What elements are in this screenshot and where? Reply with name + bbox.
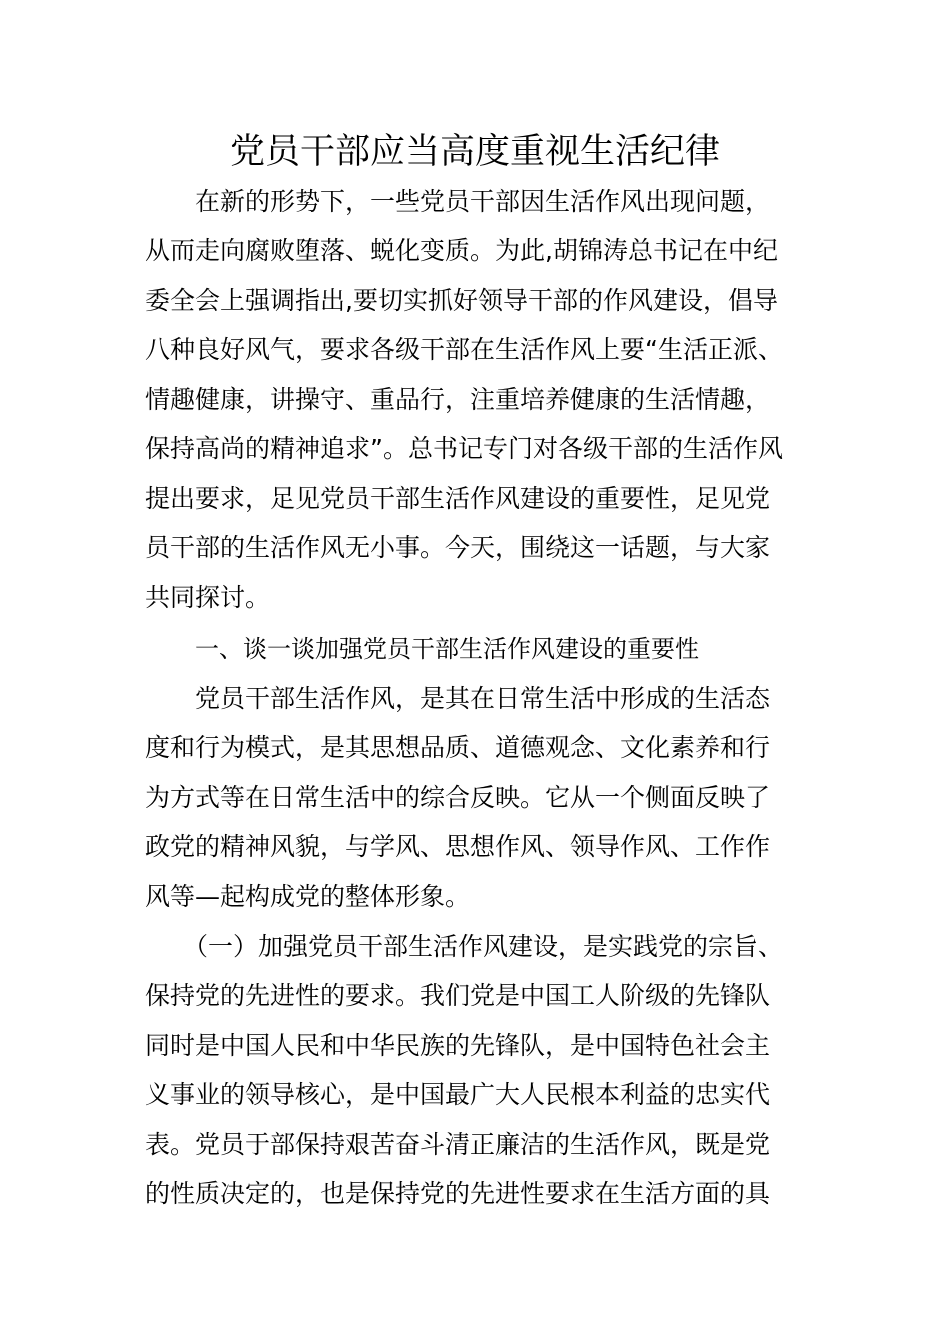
paragraph-line: 八种良好风气，要求各级干部在生活作风上要“生活正派、 xyxy=(145,335,783,364)
paragraph-line: 表。党员于部保持艰苦奋斗清正廉洁的生活作风，既是党 xyxy=(145,1130,771,1159)
paragraph-line: 为方式等在日常生活中的综合反映。它从一个侧面反映了 xyxy=(145,783,771,812)
paragraph-line: 提出要求，足见党员干部生活作风建设的重要性，足见党 xyxy=(145,484,771,513)
paragraph-line: 情趣健康，讲操守、重品行，注重培养健康的生活情趣， xyxy=(145,385,771,414)
paragraph-line: 从而走向腐败堕落、蜕化变质。为此,胡锦涛总书记在中纪 xyxy=(145,236,778,265)
paragraph-line: 共同探讨。 xyxy=(145,583,271,612)
document-title: 党员干部应当高度重视生活纪律 xyxy=(229,132,720,172)
paragraph-line: 委全会上强调指出,要切实抓好领导干部的作风建设，倡导 xyxy=(145,286,778,315)
section-heading: 一、谈一谈加强党员干部生活作风建设的重要性 xyxy=(195,635,699,663)
paragraph-line: 风等—起构成党的整体形象。 xyxy=(145,882,471,911)
paragraph-line: 度和行为模式，是其思想品质、道德观念、文化素养和行 xyxy=(145,733,771,762)
paragraph-line: 保持党的先进性的要求。我们党是中国工人阶级的先锋队 xyxy=(145,981,771,1010)
subsection-line: （一）加强党员干部生活作风建设，是实践党的宗旨、 xyxy=(183,932,784,961)
paragraph-line: 同时是中国人民和中华民族的先锋队，是中国特色社会主 xyxy=(145,1031,771,1060)
paragraph-line: 员干部的生活作风无小事。今天，围绕这一话题，与大家 xyxy=(145,533,771,562)
paragraph-line: 的性质决定的，也是保持党的先进性要求在生活方面的具 xyxy=(145,1179,771,1208)
paragraph-line: 在新的形势下，一些党员干部因生活作风出现问题， xyxy=(195,187,771,216)
paragraph-line: 义事业的领导核心，是中国最广大人民根本利益的忠实代 xyxy=(145,1080,771,1109)
paragraph-line: 政党的精神风貌，与学风、思想作风、领导作风、工作作 xyxy=(145,832,771,861)
paragraph-line: 党员干部生活作风，是其在日常生活中形成的生活态 xyxy=(195,684,771,713)
paragraph-line: 保持高尚的精神追求”。总书记专门对各级干部的生活作风 xyxy=(145,434,783,463)
